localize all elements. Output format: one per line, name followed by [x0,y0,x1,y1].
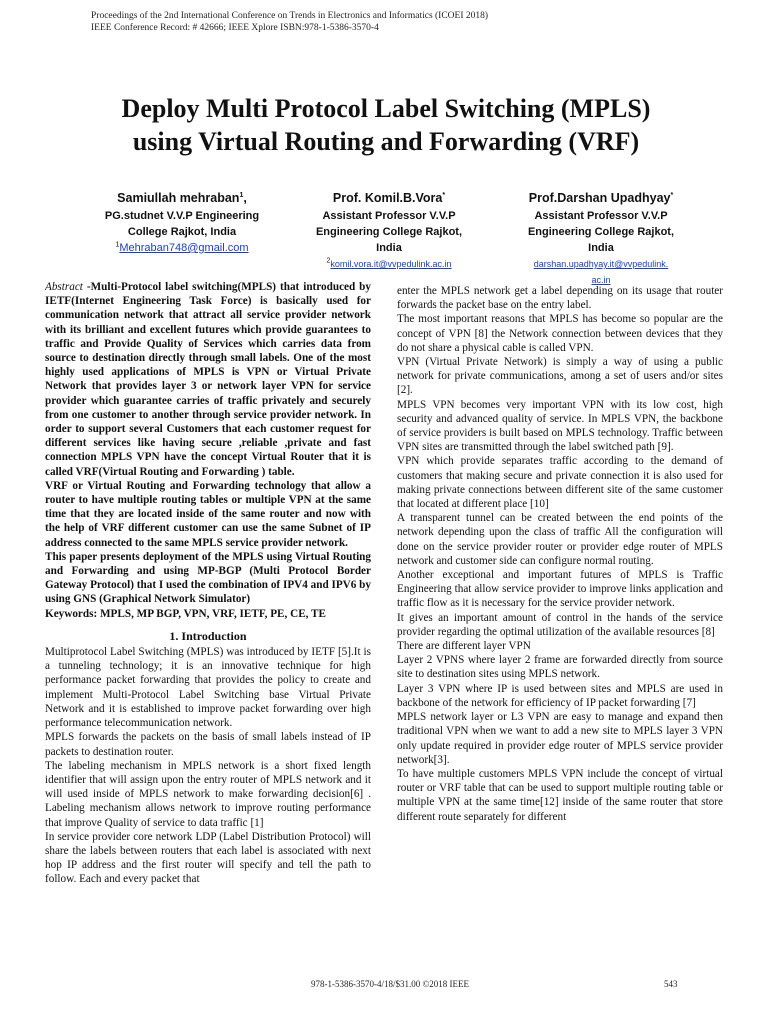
page-number: 543 [664,979,678,989]
abstract-label: Abstract [45,281,83,293]
body-paragraph: It gives an important amount of control in the hands of the service provider regarding the optimal utilization of the available resources [8] [397,611,723,638]
author-3 [505,189,697,288]
conference-header [91,10,711,34]
author-email[interactable]: $^2$komil.vora.it@vvpedulink.ac.in [326,257,452,269]
body-paragraph: To have multiple customers MPLS VPN include the concept of virtual router or VRF table that can be used to support multiple routing table or multiple VPN at the same time[12] inside of the same router that store different route separately for different [397,767,723,823]
title-line-1: Deploy Multi Protocol Label Switching (MPLS) [121,94,651,123]
body-paragraph: Layer 3 VPN where IP is used between sites and MPLS are used in backbone of the network for efficiency of IP packet forwarding [7] [397,682,723,709]
title-line-2: using Virtual Routing and Forwarding (VRF) [132,127,640,156]
abstract-paragraph: VRF or Virtual Routing and Forwarding technology that allow a router to have multiple routing tables or multiple VPN at the same time that they are located inside of the same router and now with the help of VRF different customer can use the same Subnet of IP address connected to the same MPLS service provider network. [45,479,371,549]
author-affiliation: India [588,242,614,254]
author-affiliation: Assistant Professor V.V.P [534,210,668,222]
author-affiliation: PG.studnet V.V.P Engineering [104,210,260,222]
page-footer: 978-1-5386-3570-4/18/$31.00 ©2018 IEEE [310,979,470,989]
author-name: Samiullah mehraban$^1$, [117,191,247,205]
right-column [397,284,723,824]
body-paragraph: MPLS VPN becomes very important VPN with its low cost, high security and advanced quality of service. In MPLS VPN, the backbone of service providers is built based on MPLS technology. Traffic between VPN sites are transmitted through the label switched path [9]. [397,398,723,454]
body-paragraph: In service provider core network LDP (Label Distribution Protocol) will share the labels between routers that each label is associated with next hop IP address and the first router will specify and tell the path to follow. Each and every packet that [45,830,371,886]
author-affiliation: Assistant Professor V.V.P [322,210,456,222]
abstract-paragraph: This paper presents deployment of the MPLS using Virtual Routing and Forwarding and using MP-BGP (Multi Protocol Border Gateway Protocol) that I used the combination of IPV4 and IPV6 by using GNS (Graphical Network Simulator) [45,550,371,606]
author-name: Prof.Darshan Upadhyay* [528,191,674,205]
header-line-1: Proceedings of the 2nd International Conference on Trends in Electronics and Informatics (ICOEI 2018) [91,11,489,21]
header-line-2: IEEE Conference Record: # 42666; IEEE Xplore ISBN:978-1-5386-3570-4 [91,23,379,33]
author-email[interactable]: darshan.upadhyay.it@vvpedulink. ac.in [533,259,669,285]
author-2 [300,189,478,272]
author-email[interactable]: $^1$Mehraban748@gmail.com [115,241,249,254]
author-name: Prof. Komil.B.Vora* [332,191,446,205]
author-affiliation: College Rajkot, India [127,226,237,238]
body-paragraph: MPLS network layer or L3 VPN are easy to manage and expand then traditional VPN when we want to add a new site to MPLS layer 3 VPN only update required in provider edge router of MPLS service provider network[3]. [397,711,723,766]
body-paragraph: The most important reasons that MPLS has become so popular are the concept of VPN [8] the Network connection between devices that they do not share a physical cable is called VPN. [397,313,723,354]
body-paragraph: Layer 2 VPNS where layer 2 frame are forwarded directly from source site to destination sites using MPLS network. [397,654,723,681]
body-paragraph: There are different layer VPN [397,640,531,653]
section-heading-introduction: 1. Introduction [169,628,247,643]
body-paragraph: Another exceptional and important futures of MPLS is Traffic Engineering that allow service provider to improve links application and traffic flow as it is necessary for the service provider network. [397,569,723,610]
body-paragraph: VPN (Virtual Private Network) is simply a way of using a public network for private communications, among a set of users and/or sites [2]. [397,356,723,397]
abstract-paragraph: Abstract -Multi-Protocol label switching(MPLS) that introduced by IETF(Internet Engineering Task Force) is basically used for communication network that attract all service provider network with its brilliant and excellent futures which provide guarantees to traffic and Provide Quality of Services which carries data from source to destination directly through small labels. One of the most highly used applications of MPLS is VPN or Virtual Private Network that provides layer 3 or network layer VPN for service provider which guarantee carries of traffic privately and securely from one customer to another through service provider network. In order to support several Customers that each customer request for different services like having secure ,reliable ,private and fast connection MPLS VPN have the concept Virtual Router that it is called VRF(Virtual Routing and Forwarding ) table. [45,281,371,478]
author-affiliation: Engineering College Rajkot, [527,226,675,238]
left-column [45,280,371,887]
body-paragraph: enter the MPLS network get a label depending on its usage that router forwards the packet base on the entry label. [397,285,723,312]
paper-title [46,92,726,158]
body-paragraph: MPLS forwards the packets on the basis of small labels instead of IP packets to destination router. [45,731,371,758]
body-paragraph: VPN which provide separates traffic according to the demand of customers that making secure and private connection it is also used for making private connections between different site of the same customer that located at different place [10] [397,455,723,511]
author-1 [93,189,271,256]
author-affiliation: India [376,242,402,254]
body-paragraph: Multiprotocol Label Switching (MPLS) was introduced by IETF [5].It is a tunneling technology; it is an innovative technique for high performance packet forwarding that provides the policy to create and implement Multi-Protocol Label Switching base Virtual Private Network and it is established to improve packet forwarding over high performance telecommunication network. [45,646,371,730]
author-affiliation: Engineering College Rajkot, [315,226,463,238]
body-paragraph: A transparent tunnel can be created between the end points of the network depending upon the class of traffic All the configuration will done on the service provider router or provider edge router of MPLS network and customer side can configure normal routing. [397,512,723,567]
body-paragraph: The labeling mechanism in MPLS network is a short fixed length identifier that will assign upon the entry router of MPLS network and it will used inside of MPLS network to make forwarding decision[6] . Labeling mechanism allows network to improve routing performance that improve Quality of service to data traffic [1] [45,759,371,829]
keywords: Keywords: MPLS, MP BGP, VPN, VRF, IETF, PE, CE, TE [45,607,326,620]
